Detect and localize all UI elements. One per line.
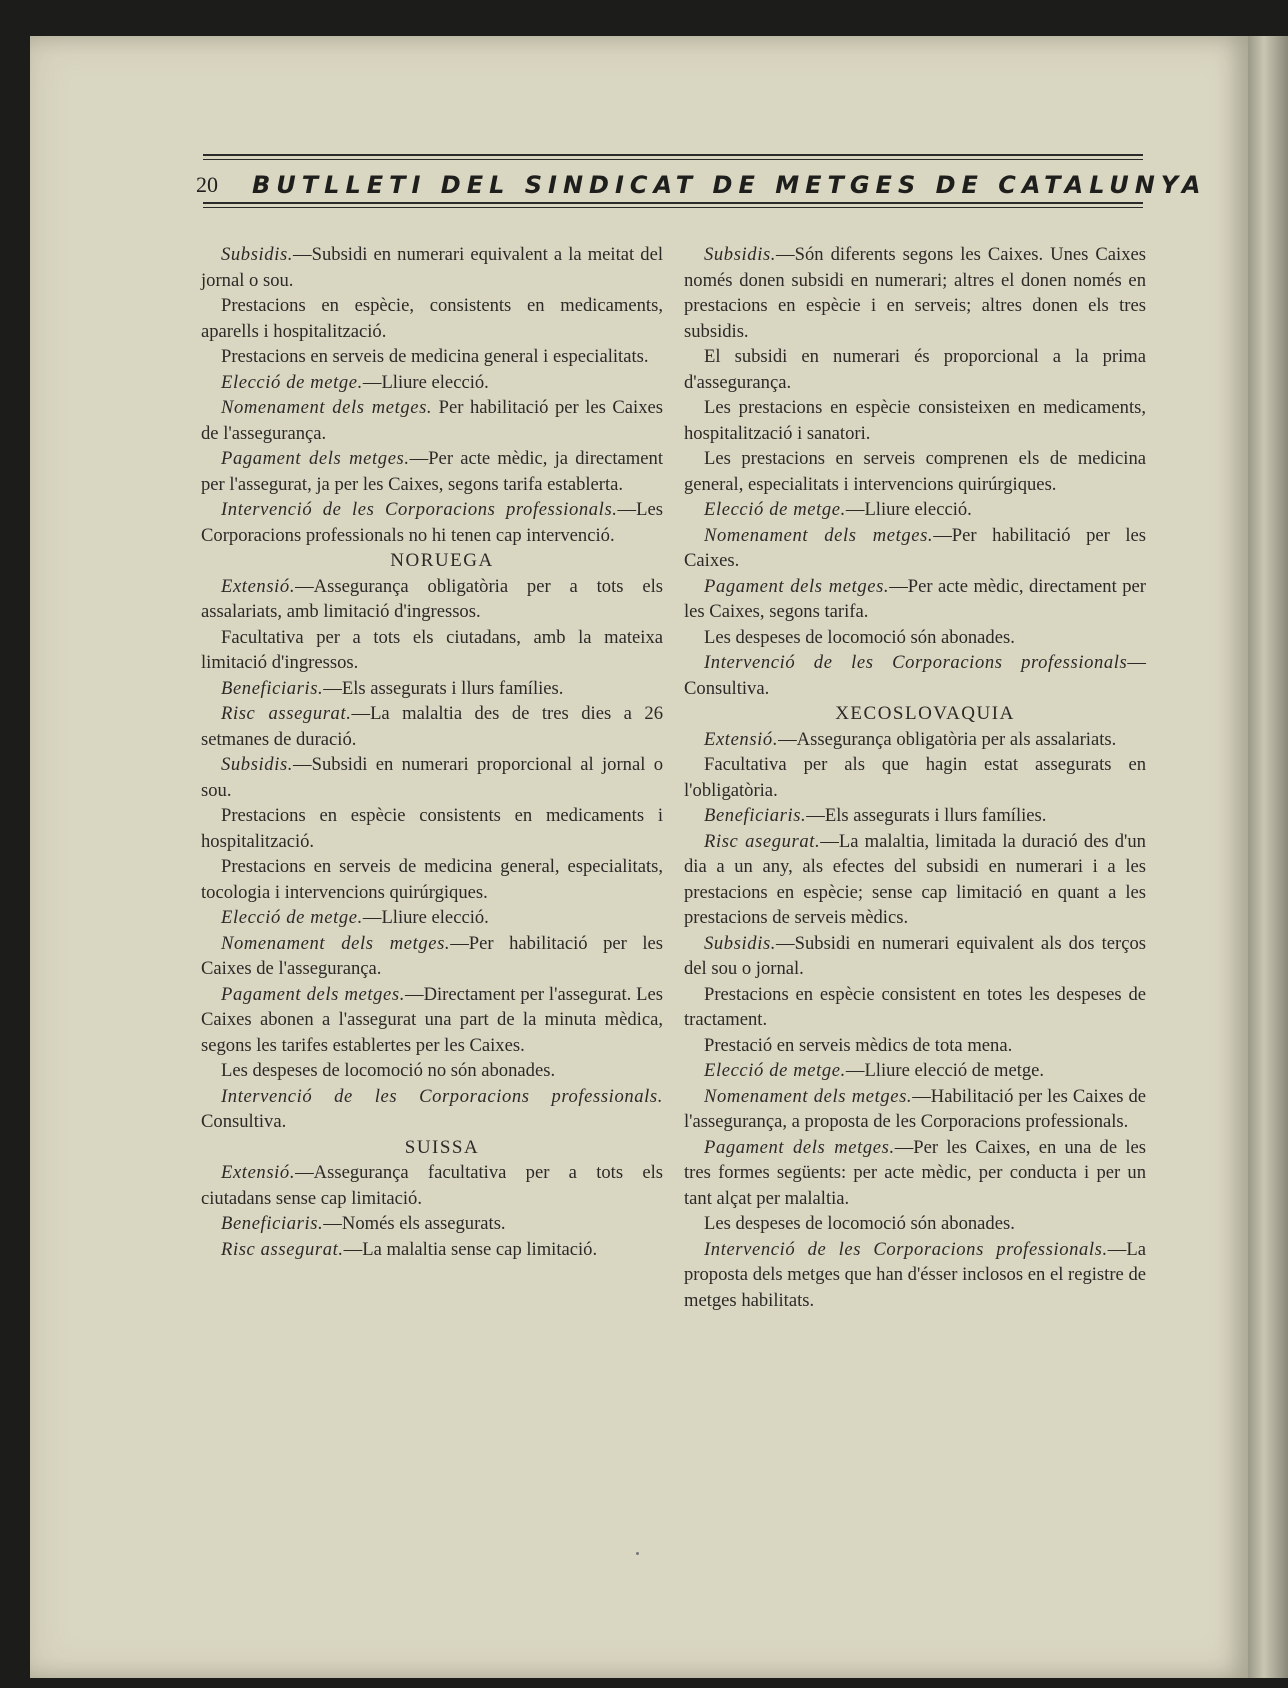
paragraph xyxy=(684,1033,1146,1059)
paragraph xyxy=(684,497,1146,523)
paragraph xyxy=(201,905,663,931)
paragraph xyxy=(201,395,663,446)
header-rule-top xyxy=(203,154,1143,156)
paragraph xyxy=(684,650,1146,701)
paragraph-text: —Lliure elecció. xyxy=(845,499,972,520)
paragraph-text: Prestacions en espècie consistents en medicaments i hospitalització. xyxy=(201,805,663,852)
paragraph-text: —Subsidi en numerari proporcional al jornal o sou. xyxy=(201,754,663,801)
paragraph xyxy=(684,523,1146,574)
paragraph-term: Intervenció de les Corporacions professionals xyxy=(704,652,1128,673)
paragraph xyxy=(684,395,1146,446)
xecoslovaquia-section xyxy=(684,727,1146,1314)
paragraph-term: Beneficiaris. xyxy=(704,805,807,826)
paragraph-text: —Lliure elecció. xyxy=(362,907,489,928)
paragraph-text: —Assegurança facultativa per a tots els ciutadans sense cap limitació. xyxy=(201,1162,663,1209)
paragraph xyxy=(201,497,663,548)
paragraph-text: Facultativa per a tots els ciutadans, amb la mateixa limitació d'ingressos. xyxy=(201,626,663,673)
paragraph-text: Prestacions en espècie consistent en totes les despeses de tractament. xyxy=(684,983,1146,1030)
paragraph xyxy=(201,1211,663,1237)
paragraph-text: —La malaltia des de tres dies a 26 setmanes de duració. xyxy=(201,703,664,750)
paragraph-text: —Per habilitació per les Caixes. xyxy=(684,524,1146,571)
paragraph xyxy=(201,446,663,497)
right-column xyxy=(684,242,1146,1313)
paragraph-text: —Només els assegurats. xyxy=(323,1213,506,1234)
paragraph xyxy=(684,1058,1146,1084)
paragraph-term: Risc assegurat. xyxy=(221,1238,344,1260)
paragraph-text: —Per acte mèdic, ja directament per l'assegurat, ja per les Caixes, segons tarifa establerta. xyxy=(201,448,663,495)
paragraph xyxy=(201,1160,663,1211)
paragraph-term: Extensió. xyxy=(221,1162,296,1183)
paragraph xyxy=(684,829,1146,931)
paragraph-text: Prestació en serveis mèdics de tota mena. xyxy=(704,1034,1013,1056)
paragraph-term: Subsidis. xyxy=(221,754,294,775)
paragraph-term: Elecció de metge. xyxy=(221,907,363,928)
left-column xyxy=(201,242,663,1262)
paragraph-term: Nomenament dels metges. xyxy=(221,932,451,954)
paragraph-text: —Els assegurats i llurs famílies. xyxy=(323,677,564,699)
paragraph-term: Risc asegurat. xyxy=(704,830,821,852)
paragraph xyxy=(201,803,663,854)
paragraph-term: Beneficiaris. xyxy=(221,1213,324,1234)
paragraph xyxy=(684,931,1146,982)
paragraph-text: —Per acte mèdic, directament per les Caixes, segons tarifa. xyxy=(684,575,1146,622)
paragraph xyxy=(201,931,663,982)
paragraph xyxy=(684,625,1146,651)
paragraph-term: Nomenament dels metges. xyxy=(221,397,433,418)
paragraph xyxy=(201,854,663,905)
paragraph-term: Elecció de metge. xyxy=(704,499,846,520)
paragraph-term: Pagament dels metges. xyxy=(704,575,890,597)
header-rule-bottom xyxy=(203,202,1143,204)
paragraph-text: El subsidi en numerari és proporcional a la prima d'assegurança. xyxy=(684,346,1146,393)
paragraph-text: Les despeses de locomoció són abonades. xyxy=(704,626,1015,648)
paragraph-term: Pagament dels metges. xyxy=(221,448,410,469)
paragraph-term: Elecció de metge. xyxy=(221,371,363,393)
paragraph xyxy=(684,446,1146,497)
paragraph xyxy=(684,752,1146,803)
suissa-section xyxy=(201,1160,663,1262)
paragraph xyxy=(684,727,1146,753)
paragraph-term: Pagament dels metges. xyxy=(704,1136,895,1158)
paragraph xyxy=(201,370,663,396)
section-heading-noruega: NORUEGA xyxy=(390,550,494,571)
paragraph-text: —Per les Caixes, en una de les tres formes següents: per acte mèdic, per conducta i per un tant alçat per malaltia. xyxy=(684,1136,1146,1209)
paragraph-term: Elecció de metge. xyxy=(704,1060,846,1081)
paragraph-term: Subsidis. xyxy=(704,244,777,265)
paragraph-term: Nomenament dels metges. xyxy=(704,1085,913,1107)
paragraph-text: Prestacions en espècie, consistents en medicaments, aparells i hospitalització. xyxy=(201,295,663,342)
paragraph-text: —Consultiva. xyxy=(684,652,1146,699)
paragraph xyxy=(201,344,663,370)
paragraph-term: Nomenament dels metges. xyxy=(704,524,934,546)
paragraph xyxy=(201,752,663,803)
paragraph-term: Extensió. xyxy=(221,575,296,597)
paragraph-term: Subsidis. xyxy=(221,244,294,265)
paragraph-text: Facultativa per als que hagin estat assegurats en l'obligatòria. xyxy=(684,754,1146,801)
paragraph xyxy=(684,1135,1146,1212)
paragraph-text: Les prestacions en espècie consisteixen en medicaments, hospitalització i sanatori. xyxy=(684,397,1146,444)
paragraph-text: Prestacions en serveis de medicina general, especialitats, tocologia i intervencions quirúrgiques. xyxy=(201,856,663,903)
paragraph-term: Pagament dels metges. xyxy=(221,983,405,1005)
paragraph-text: —Assegurança obligatòria per a tots els assalariats, amb limitació d'ingressos. xyxy=(201,575,663,622)
paragraph xyxy=(684,574,1146,625)
paragraph xyxy=(201,982,663,1059)
paragraph xyxy=(684,344,1146,395)
section-heading-suissa: SUISSA xyxy=(404,1136,480,1158)
paragraph-text: —Habilitació per les Caixes de l'assegurança, a proposta de les Corporacions professionals. xyxy=(684,1085,1146,1132)
paragraph xyxy=(201,242,663,293)
header-rule-bottom-thin xyxy=(203,207,1143,208)
paragraph xyxy=(684,1211,1146,1237)
paragraph-term: Intervenció de les Corporacions professionals. xyxy=(221,499,618,520)
paragraph-term: Intervenció de les Corporacions professionals. xyxy=(221,1085,663,1107)
header-rule-top-thin xyxy=(203,159,1143,160)
paragraph-term: Risc assegurat. xyxy=(221,703,352,724)
paper-speck xyxy=(636,1552,639,1555)
paragraph-term: Intervenció de les Corporacions professionals. xyxy=(704,1238,1108,1260)
paragraph-text: —Subsidi en numerari equivalent a la meitat del jornal o sou. xyxy=(201,244,663,291)
paragraph-text: —Assegurança obligatòria per als assalariats. xyxy=(778,728,1117,750)
paragraph-text: —Els assegurats i llurs famílies. xyxy=(806,805,1047,826)
paragraph-text: Prestacions en serveis de medicina general i especialitats. xyxy=(221,346,649,367)
paragraph-text: —Lliure elecció de metge. xyxy=(845,1060,1045,1081)
paragraph-term: Subsidis. xyxy=(704,932,777,954)
paragraph-text: —La malaltia sense cap limitació. xyxy=(343,1238,598,1260)
paragraph-term: Beneficiaris. xyxy=(221,677,324,699)
paragraph xyxy=(201,1058,663,1084)
paragraph-text: Les despeses de locomoció no són abonades. xyxy=(221,1060,556,1081)
paragraph xyxy=(684,982,1146,1033)
noruega-section xyxy=(201,574,663,1135)
left-intro xyxy=(201,242,663,548)
paragraph-text: —Subsidi en numerari equivalent als dos terços del sou o jornal. xyxy=(684,932,1146,979)
paragraph xyxy=(201,701,663,752)
paragraph-term: Extensió. xyxy=(704,728,779,750)
paragraph-text: Les despeses de locomoció són abonades. xyxy=(704,1213,1015,1234)
paragraph xyxy=(201,676,663,702)
paragraph-text: Consultiva. xyxy=(201,1111,287,1132)
paragraph-text: Les prestacions en serveis comprenen els de medicina general, especialitats i intervencions quirúrgiques. xyxy=(684,448,1146,495)
running-header xyxy=(196,166,1207,204)
paragraph-text: —La proposta dels metges que han d'ésser inclosos en el registre de metges habilitats. xyxy=(684,1238,1146,1311)
paragraph-text: —Per habilitació per les Caixes de l'assegurança. xyxy=(201,932,663,979)
paragraph-text: —La malaltia, limitada la duració des d'un dia a un any, als efectes del subsidi en numerari i a les prestacions en espècie; sense cap limitació en quant a les prestacions de serveis mèdics. xyxy=(684,830,1146,928)
paragraph xyxy=(684,1237,1146,1314)
paragraph-text: —Són diferents segons les Caixes. Unes Caixes només donen subsidi en numerari; altres el donen només en prestacions en espècie i en serveis; altres donen els tres subsidis. xyxy=(684,244,1146,342)
right-intro xyxy=(684,242,1146,701)
paragraph xyxy=(201,574,663,625)
paragraph xyxy=(684,242,1146,344)
paragraph-text: Per habilitació per les Caixes de l'assegurança. xyxy=(201,397,663,444)
paragraph xyxy=(201,1237,663,1263)
paragraph-text: —Les Corporacions professionals no hi tenen cap intervenció. xyxy=(201,499,663,546)
paragraph-text: —Directament per l'assegurat. Les Caixes abonen a l'assegurat una part de la minuta mèdica, segons les tarifes establertes per les Caixes. xyxy=(201,983,663,1056)
paragraph xyxy=(684,1084,1146,1135)
paragraph xyxy=(201,625,663,676)
paragraph xyxy=(684,803,1146,829)
paragraph-text: —Lliure elecció. xyxy=(362,371,489,393)
paragraph xyxy=(201,293,663,344)
section-heading-xecoslovaquia: XECOSLOVAQUIA xyxy=(835,703,1015,724)
page-number: 20 xyxy=(196,172,218,197)
running-title: BUTLLETI DEL SINDICAT DE METGES DE CATALUNYA xyxy=(252,171,1207,199)
page-edge xyxy=(1248,36,1288,1678)
paragraph xyxy=(201,1084,663,1135)
